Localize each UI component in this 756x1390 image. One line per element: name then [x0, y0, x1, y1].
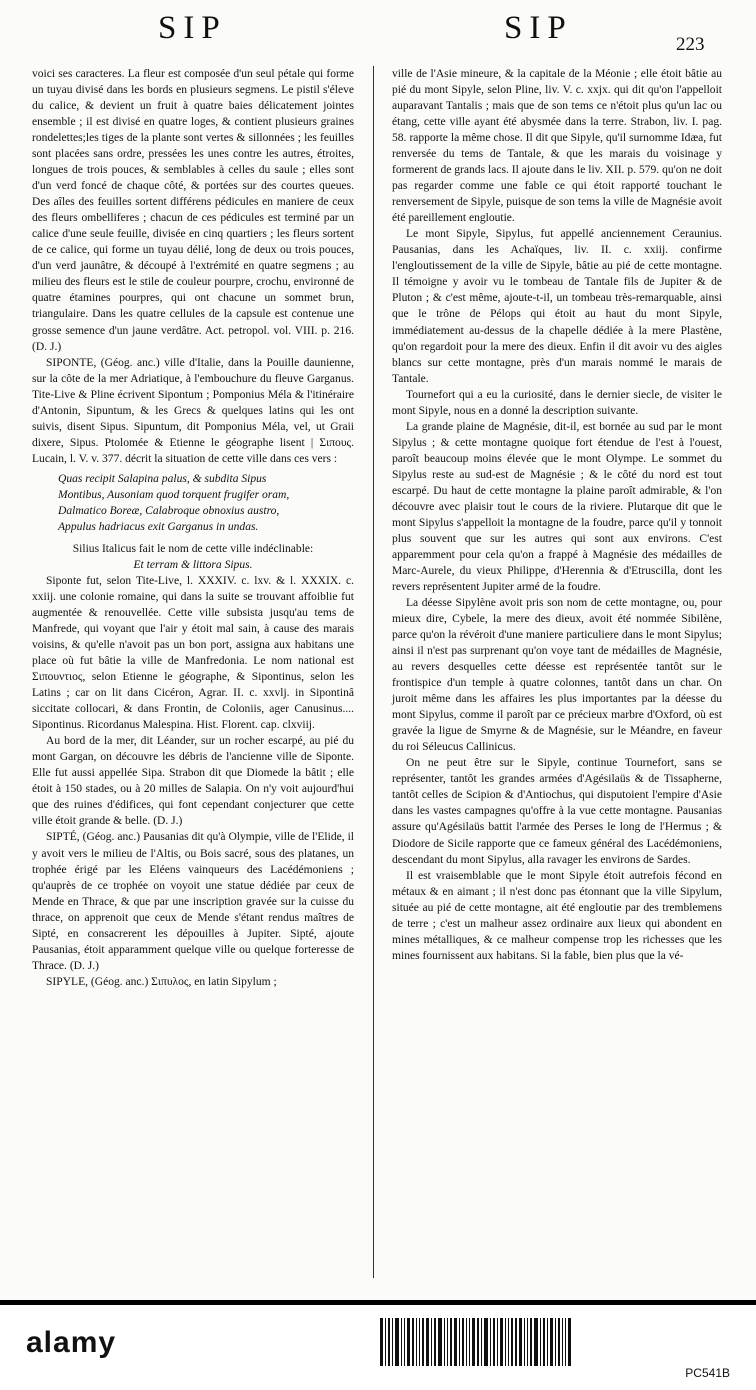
barcode-bar — [484, 1318, 488, 1366]
barcode-bar — [422, 1318, 424, 1366]
paragraph-siponte: SIPONTE, (Géog. anc.) ville d'Italie, dans la Pouille daunienne, sur la côte de la mer Adriatique, à l'embouchure du fleuve Garganus. Tite-Live & Pline écrivent Sipontum ; Pomponius Méla & l'itinéraire d'Antonin, Sipuntum, & les Grecs & quelques latins qui les ont suivis, disent Sipus. Sipuntum, dit Pomponius Méla, vel, ut Graii dixere, Sipus. Ptolomée & Etienne le géographe lisent | Σιπους. Lucain, l. V. v. 377. décrit la situation de cette ville dans ces vers : — [32, 356, 354, 465]
barcode-bar — [555, 1318, 556, 1366]
barcode-bar — [530, 1318, 532, 1366]
barcode-bar — [565, 1318, 566, 1366]
barcode-bar — [401, 1318, 402, 1366]
paragraph-sipte: SIPTÉ, (Géog. anc.) Pausanias dit qu'à Olympie, ville de l'Elide, il y avoit vers le milieu de l'Altis, ou Bois sacré, sous des platanes, un trophée érigé par les Eléens vainqueurs des Lacédémoniens ; qu'auprès de ce trophée on voyoit une statue dédiée par ceux de Mende en Thrace, & que par une inscription gravée sur la cuisse du thrace, on apprenoit que ceux de Mende s'étant rendus maîtres de Sipté, en consacrerent les dépouilles à Jupiter. Sipté, ajoute Pausanias, étoit apparamment quelque ville ou quelque forteresse de Thrace. (D. J.) — [32, 831, 354, 972]
silius-line: Silius Italicus fait le nom de cette ville indéclinable: — [72, 542, 314, 555]
barcode-bar — [469, 1318, 470, 1366]
barcode-bar — [481, 1318, 482, 1366]
barcode-bar — [524, 1318, 525, 1366]
barcode-bar — [534, 1318, 538, 1366]
barcode-bar — [547, 1318, 548, 1366]
barcode-bar — [490, 1318, 491, 1366]
barcode-bar — [426, 1318, 429, 1366]
verse-line: Appulus hadriacus exit Garganus in undas. — [58, 520, 259, 533]
barcode-graphic — [380, 1318, 640, 1366]
column-divider — [373, 66, 374, 1278]
barcode-bar — [568, 1318, 571, 1366]
barcode-bar — [497, 1318, 498, 1366]
right-column — [392, 66, 722, 964]
barcode-bar — [558, 1318, 560, 1366]
latin-verse — [32, 471, 354, 535]
barcode-bar — [515, 1318, 517, 1366]
barcode-bar — [466, 1318, 467, 1366]
barcode-bar — [438, 1318, 442, 1366]
image-code: PC541B — [685, 1366, 730, 1380]
running-head-right: SIP — [504, 10, 573, 46]
barcode-bar — [543, 1318, 545, 1366]
verse-line: Quas recipit Salapina palus, & subdita Sipus — [58, 472, 267, 485]
silius-quote: Et terram & littora Sipus. — [133, 558, 253, 571]
paragraph: ville de l'Asie mineure, & la capitale de la Méonie ; elle étoit bâtie au pié du mont Sipyle, selon Pline, liv. V. c. xxjx. qui dit qu'on l'appelloit auparavant Tantalis ; mais que de son tems ce n'étoit plus qu'un lac ou étang, cette ville ayant été abysmée dans la terre. Strabon, liv. I. pag. 58. rapporte la même chose. Il dit que Sipyle, qu'il surnomme Idæa, fut renversée du tems de Tantale, & que les marais du voisinage y formerent de grands lacs. Il ajoute dans le liv. XII. p. 579. qu'on ne doit pas regarder comme une fable ce qui étoit rapporté touchant le renversement de Sipyle, puisque de son tems la ville de Magnésie avoit été pareillement engloutie. — [392, 68, 722, 225]
barcode-bar — [392, 1318, 393, 1366]
barcode-bar — [404, 1318, 405, 1366]
paragraph: Au bord de la mer, dit Léander, sur un rocher escarpé, au pié du mont Gargan, on découvre les débris de l'ancienne ville de Siponte. Elle fut aussi appellée Sipa. Strabon dit que Diomede la bâtit ; elle étoit à 150 stades, ou à 20 milles de Salapia. On n'y voit aujourd'hui que des ruines d'édifices, qui font cependant conjecturer que cette ville étoit grande & belle. (D. J.) — [32, 735, 354, 828]
verse-line: Dalmatico Boreæ, Calabroque obnoxius austro, — [58, 504, 280, 517]
paragraph: La grande plaine de Magnésie, dit-il, est bornée au sud par le mont Sipylus ; & cette montagne quoique fort étendue de l'est à l'ouest, paroît beaucoup moins élevée que le mont Olympe. Le sommet du Sipylus reste au sud-est de Magnésie ; & le côté du nord est tout escarpé. Du haut de cette montagne la plaine paroît admirable, & l'on découvre avec plaisir tout le cours de la riviere. Plutarque dit que le mont Sipylus s'appelloit la montagne de la foudre, parce qu'il y tonnoit plus souvent que sur les autres qui sont aux environs. C'est apparemment pour cela qu'on a frappé à Magnésie des médailles de Marc-Aurele, du vieux Philippe, d'Herennia & d'Etruscilla, dont les revers représentent Jupiter armé de la foudre. — [392, 420, 722, 593]
barcode-bar — [431, 1318, 432, 1366]
barcode-bar — [562, 1318, 563, 1366]
barcode-bar — [444, 1318, 445, 1366]
barcode-bar — [511, 1318, 513, 1366]
barcode-bar — [434, 1318, 436, 1366]
paragraph: La déesse Sipylène avoit pris son nom de cette montagne, ou, pour mieux dire, Cybele, la mere des dieux, avoit été nommée Sibilène, parce qu'on la révéroit d'une maniere particuliere dans le mont Sipylus; ainsi il n'est pas surprenant qu'on voye tant de médailles de Magnésie, au revers desquelles cette déesse est représentée tantôt sur le frontispice d'un temple à quatre colonnes, tantôt dans un char. On juroit même dans les affaires les plus importantes par la déesse du mont Sipylus, comme il paroît par ce précieux marbre d'Oxford, où est gravée la ligue de Smyrne & de Magnésie, sur le Méandre, en faveur du roi Séleucus Callinicus. — [392, 597, 722, 754]
barcode-bar — [385, 1318, 386, 1366]
watermark-logo: alamy — [26, 1326, 117, 1359]
barcode-bar — [388, 1318, 390, 1366]
paragraph: Tournefort qui a eu la curiosité, dans le dernier siecle, de visiter le mont Sipyle, nous en a donné la description suivante. — [392, 388, 722, 417]
running-head-left: SIP — [158, 10, 227, 46]
verse-line: Montibus, Ausoniam quod torquent frugifer oram, — [58, 488, 290, 501]
barcode-bar — [527, 1318, 528, 1366]
barcode-bar — [493, 1318, 495, 1366]
barcode-bar — [419, 1318, 420, 1366]
footer-rule — [0, 1300, 756, 1305]
barcode-bar — [450, 1318, 452, 1366]
barcode-bar — [472, 1318, 475, 1366]
paragraph: Siponte fut, selon Tite-Live, l. XXXIV. c. lxv. & l. XXXIX. c. xxiij. une colonie romaine, qui dans la suite se trouvant affoiblie fut augmentée & renouvellée. Cette ville subsista jusqu'au tems de Manfrede, qui voyant que l'air y étoit mal sain, à cause des marais voisins, & qu'elle n'avoit pas un bon port, assigna aux habitans une place où fut bâtie la ville de Manfredonia. Le nom national est Σιπουντιος, selon Etienne le géographe, & Sipontinus, selon les Latins ; car on lit dans Cicéron, Agrar. II. c. xxvlj. in Sipontinâ siccitate collocari, & dans Frontin, de Coloniis, ager Canusinus.... Sipontinus. Ricordanus Malespina. Hist. Florent. cap. clxviij. — [32, 574, 354, 732]
barcode-bar — [454, 1318, 457, 1366]
barcode-bar — [462, 1318, 464, 1366]
barcode-bar — [540, 1318, 541, 1366]
barcode-bar — [459, 1318, 460, 1366]
barcode-bar — [416, 1318, 417, 1366]
barcode-bar — [380, 1318, 383, 1366]
barcode-bar — [505, 1318, 506, 1366]
paragraph: Il est vraisemblable que le mont Sipyle étoit autrefois fécond en métaux & en aimant ; il n'est donc pas étonnant que la ville Sipylum, située au pié de cette montagne, ait été engloutie par des tremblemens de terre ; c'est un malheur assez ordinaire aux lieux qui abondent en mines métalliques, & ce malheur compense trop les richesses que les mines fournissent aux habitans. Si la fable, bien plus que la vé- — [392, 869, 722, 962]
barcode-bar — [500, 1318, 503, 1366]
barcode-bar — [395, 1318, 399, 1366]
paragraph-sipyle: SIPYLE, (Géog. anc.) Σιπυλος, en latin Sipylum ; — [46, 975, 277, 988]
left-column — [32, 66, 354, 990]
paragraph: voici ses caracteres. La fleur est composée d'un seul pétale qui forme un tuyau divisé dans les bords en plusieurs segmens. Le pistil s'éleve du calice, & devient un fruit à quatre baies délicatement jointes ensemble ; il est divisé en quatre loges, & contient plusieurs graines rondelettes;les tiges de la plante sont vertes & sillonnées ; les feuilles sont placées sans ordre, pressées les unes contre les autres, étroites, longues de trois pouces, & semblables à celles du saule ; elles sont d'un verd foncé de chaque côté, & portées sur des courtes queues. Des aîles des feuilles sortent différens pédicules en maniere de ceux des fleurs ombelliferes ; chacun de ces pédicules est terminé par un calice d'une seule feuille, divisée en cinq quartiers ; les fleurs sortent de ce calice, qui forme un tuyau délié, long de deux ou trois pouces, d'un verd jaunâtre, & découpé à l'extrémité en quatre segmens ; au milieu des fleurs est le stile de couleur pourpre, crochu, environné de quatre étamines pourpres, qui ont chacune un sommet brun, triangulaire. Dans les quatre cellules de la capsule est contenue une grosse semence d'un jaune verdâtre. Act. petropol. vol. VIII. p. 216. (D. J.) — [32, 68, 354, 353]
barcode-bar — [519, 1318, 522, 1366]
page-number: 223 — [676, 34, 705, 55]
barcode-bar — [550, 1318, 553, 1366]
barcode-bar — [447, 1318, 448, 1366]
barcode-bar — [412, 1318, 414, 1366]
paragraph: Le mont Sipyle, Sipylus, fut appellé anciennement Ceraunius. Pausanias, dans les Achaïques, liv. II. c. xxiij. confirme l'engloutissement de la ville de Sipyle, bâtie au pié de cette montagne. Il témoigne y avoir vu le tombeau de Tantale fils de Jupiter & de Pluton ; & c'est même, ajoute-t-il, un tombeau très-remarquable, ainsi que le trône de Pélops qui étoit au haut du mont Sipyle, immédiatement au-dessus de la chapelle dédiée à la mere Plastène, qu'on regardoit pour la mere des dieux. Enfin il dit avoir vu des aigles blancs sur cette montagne, près d'un marais nommé le marais de Tantale. — [392, 228, 722, 385]
barcode-bar — [407, 1318, 410, 1366]
barcode-bar — [477, 1318, 479, 1366]
barcode-bar — [508, 1318, 509, 1366]
paragraph: On ne peut être sur le Sipyle, continue Tournefort, sans se représenter, tantôt les grandes armées d'Agésilaüs & de Tissapherne, tantôt celles de Scipion & d'Antiochus, qui disputoient l'empire d'Asie dans les vastes campagnes qu'offre à la vue cette montagne. Pausanias assure qu'Agésilaüs battit l'armée des Perses le long de l'Hermus ; & Diodore de Sicile rapporte que ce fameux général des Lacédémoniens, descendant du mont Sipylus, alla ravager les environs de Sardes. — [392, 757, 722, 866]
